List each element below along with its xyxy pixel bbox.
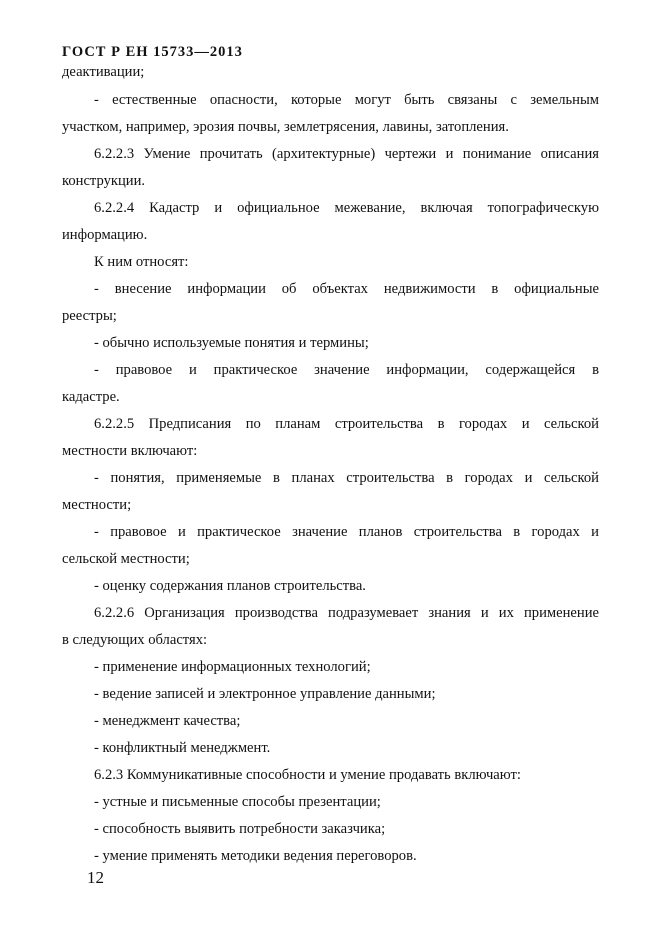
text-line: - правовое и практическое значение планов строительства в городах и [94,524,599,540]
text-line: 6.2.2.3 Умение прочитать (архитектурные) чертежи и понимание описания [94,146,599,162]
text-line: информацию. [62,227,148,243]
text-line: 6.2.2.5 Предписания по планам строительства в городах и сельской [94,416,599,432]
text-line: - внесение информации об объектах недвижимости в официальные [94,281,599,297]
text-line: - менеджмент качества; [94,713,241,729]
document-header: ГОСТ Р ЕН 15733—2013 [62,44,243,60]
text-line: реестры; [62,308,117,324]
text-line: деактивации; [62,64,145,80]
text-line: - конфликтный менеджмент. [94,740,271,756]
text-line: 6.2.2.6 Организация производства подразумевает знания и их применение [94,605,599,621]
text-line: местности; [62,497,132,513]
text-line: - умение применять методики ведения переговоров. [94,848,417,864]
page-number: 12 [87,868,104,887]
text-line: - обычно используемые понятия и термины; [94,335,369,351]
text-line: 6.2.2.4 Кадастр и официальное межевание, включая топографическую [94,200,599,216]
text-line: 6.2.3 Коммуникативные способности и умение продавать включают: [94,767,521,783]
text-line: сельской местности; [62,551,190,567]
text-line: местности включают: [62,443,198,459]
text-line: в следующих областях: [62,632,208,648]
text-line: - естественные опасности, которые могут быть связаны с земельным [94,92,599,108]
text-line: - способность выявить потребности заказчика; [94,821,386,837]
text-line: конструкции. [62,173,146,189]
text-line: - понятия, применяемые в планах строительства в городах и сельской [94,470,599,486]
text-line: К ним относят: [94,254,189,270]
text-line: кадастре. [62,389,120,405]
text-line: - оценку содержания планов строительства. [94,578,366,594]
text-line: - ведение записей и электронное управление данными; [94,686,436,702]
text-line: - правовое и практическое значение информации, содержащейся в [94,362,599,378]
text-line: - устные и письменные способы презентации; [94,794,381,810]
text-line: - применение информационных технологий; [94,659,371,675]
text-line: участком, например, эрозия почвы, землетрясения, лавины, затопления. [62,119,509,135]
